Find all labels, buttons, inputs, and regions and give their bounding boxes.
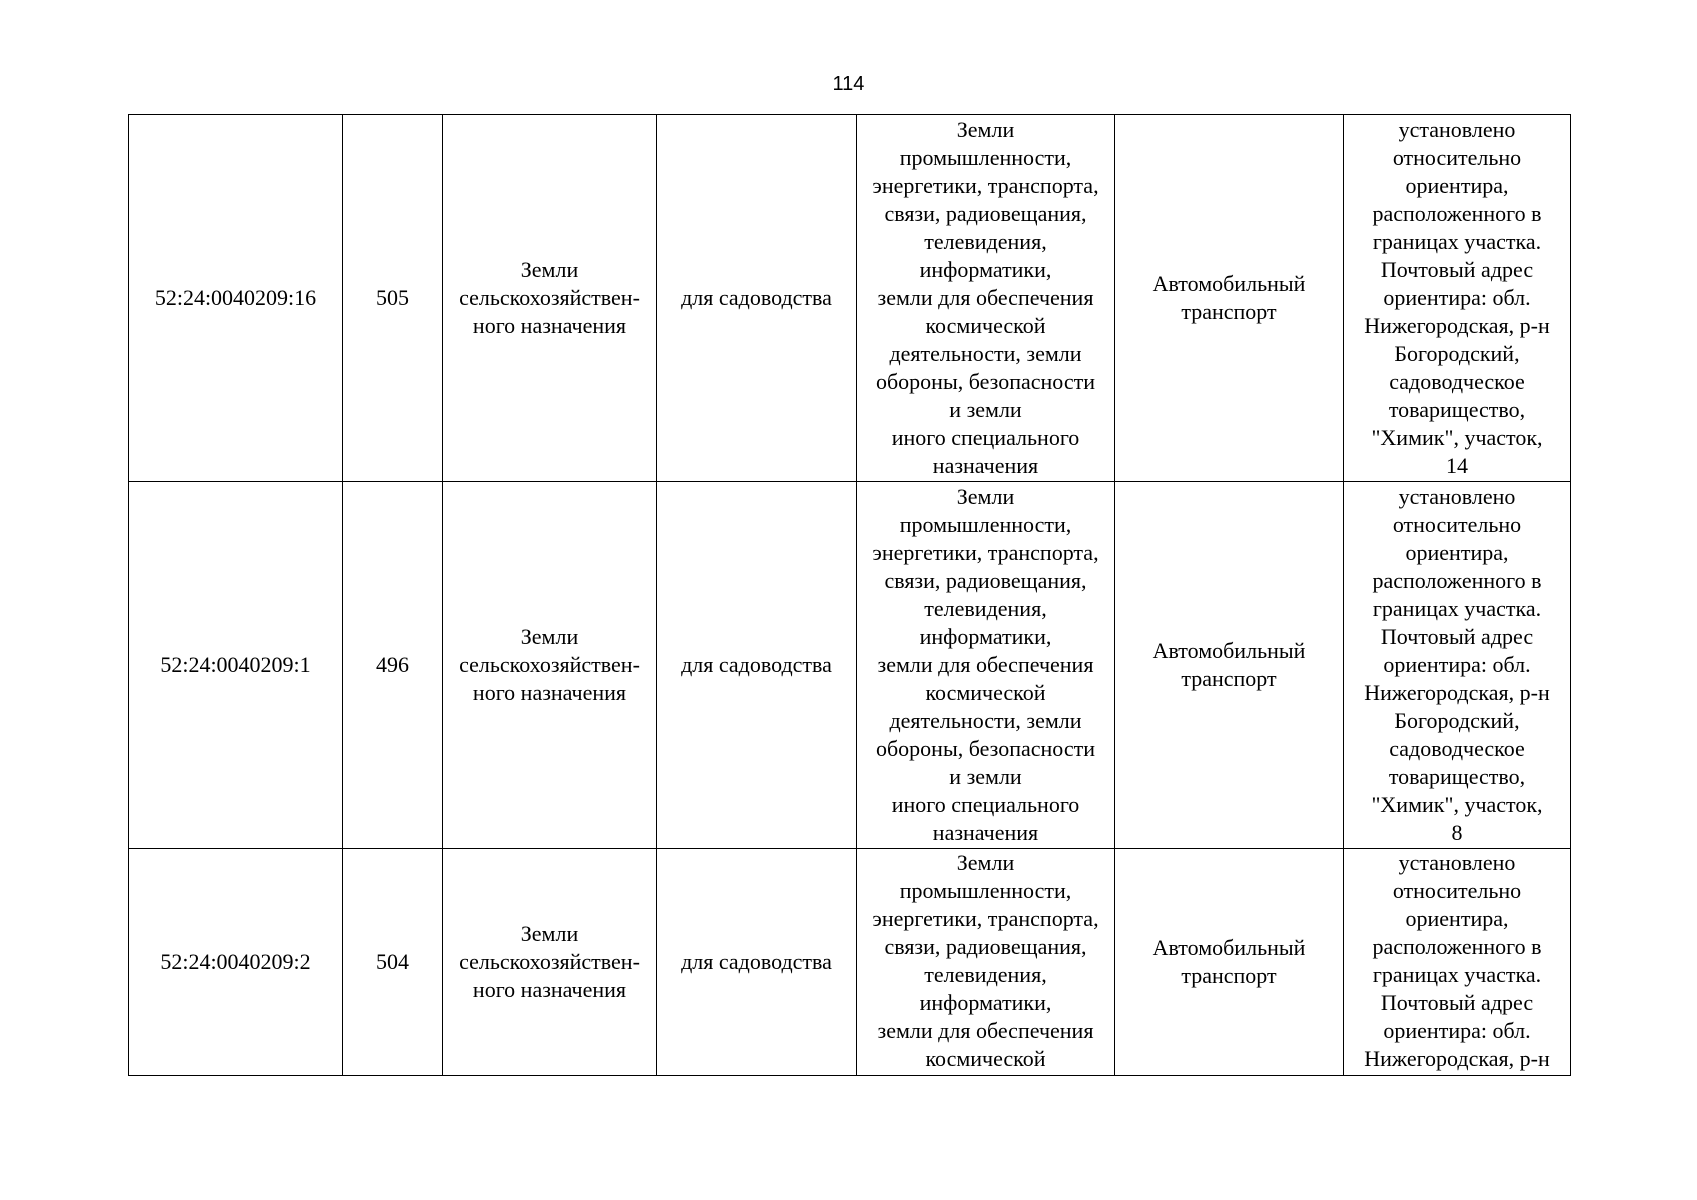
category-cell: Земли сельскохозяйствен- ного назначения [443, 115, 657, 482]
transport-cell: Автомобильный транспорт [1115, 482, 1344, 849]
land-category-detail-cell: Земли промышленности, энергетики, транспорта, связи, радиовещания, телевидения, информатики, земли для обеспечения космической [857, 849, 1115, 1076]
area-cell: 496 [343, 482, 443, 849]
table-row [129, 849, 1571, 1076]
area-cell: 505 [343, 115, 443, 482]
location-cell: установлено относительно ориентира, расположенного в границах участка. Почтовый адрес ориентира: обл. Нижегородская, р-н [1344, 849, 1571, 1076]
table-row [129, 115, 1571, 482]
cadastral-number-cell: 52:24:0040209:2 [129, 849, 343, 1076]
table-row [129, 482, 1571, 849]
location-cell: установлено относительно ориентира, расположенного в границах участка. Почтовый адрес ориентира: обл. Нижегородская, р-н Богородский, садоводческое товарищество, "Химик", участок, 8 [1344, 482, 1571, 849]
category-cell: Земли сельскохозяйствен- ного назначения [443, 482, 657, 849]
land-category-detail-cell: Земли промышленности, энергетики, транспорта, связи, радиовещания, телевидения, информатики, земли для обеспечения космической деятельности, земли обороны, безопасности и земли иного специального назначения [857, 115, 1115, 482]
permitted-use-cell: для садоводства [657, 115, 857, 482]
transport-cell: Автомобильный транспорт [1115, 115, 1344, 482]
transport-cell: Автомобильный транспорт [1115, 849, 1344, 1076]
cadastral-number-cell: 52:24:0040209:16 [129, 115, 343, 482]
category-cell: Земли сельскохозяйствен- ного назначения [443, 849, 657, 1076]
location-cell: установлено относительно ориентира, расположенного в границах участка. Почтовый адрес ориентира: обл. Нижегородская, р-н Богородский, садоводческое товарищество, "Химик", участок, 14 [1344, 115, 1571, 482]
cadastral-number-cell: 52:24:0040209:1 [129, 482, 343, 849]
permitted-use-cell: для садоводства [657, 482, 857, 849]
permitted-use-cell: для садоводства [657, 849, 857, 1076]
page-number: 114 [832, 73, 865, 95]
land-plots-table [128, 114, 1571, 1076]
area-cell: 504 [343, 849, 443, 1076]
land-category-detail-cell: Земли промышленности, энергетики, транспорта, связи, радиовещания, телевидения, информатики, земли для обеспечения космической деятельности, земли обороны, безопасности и земли иного специального назначения [857, 482, 1115, 849]
